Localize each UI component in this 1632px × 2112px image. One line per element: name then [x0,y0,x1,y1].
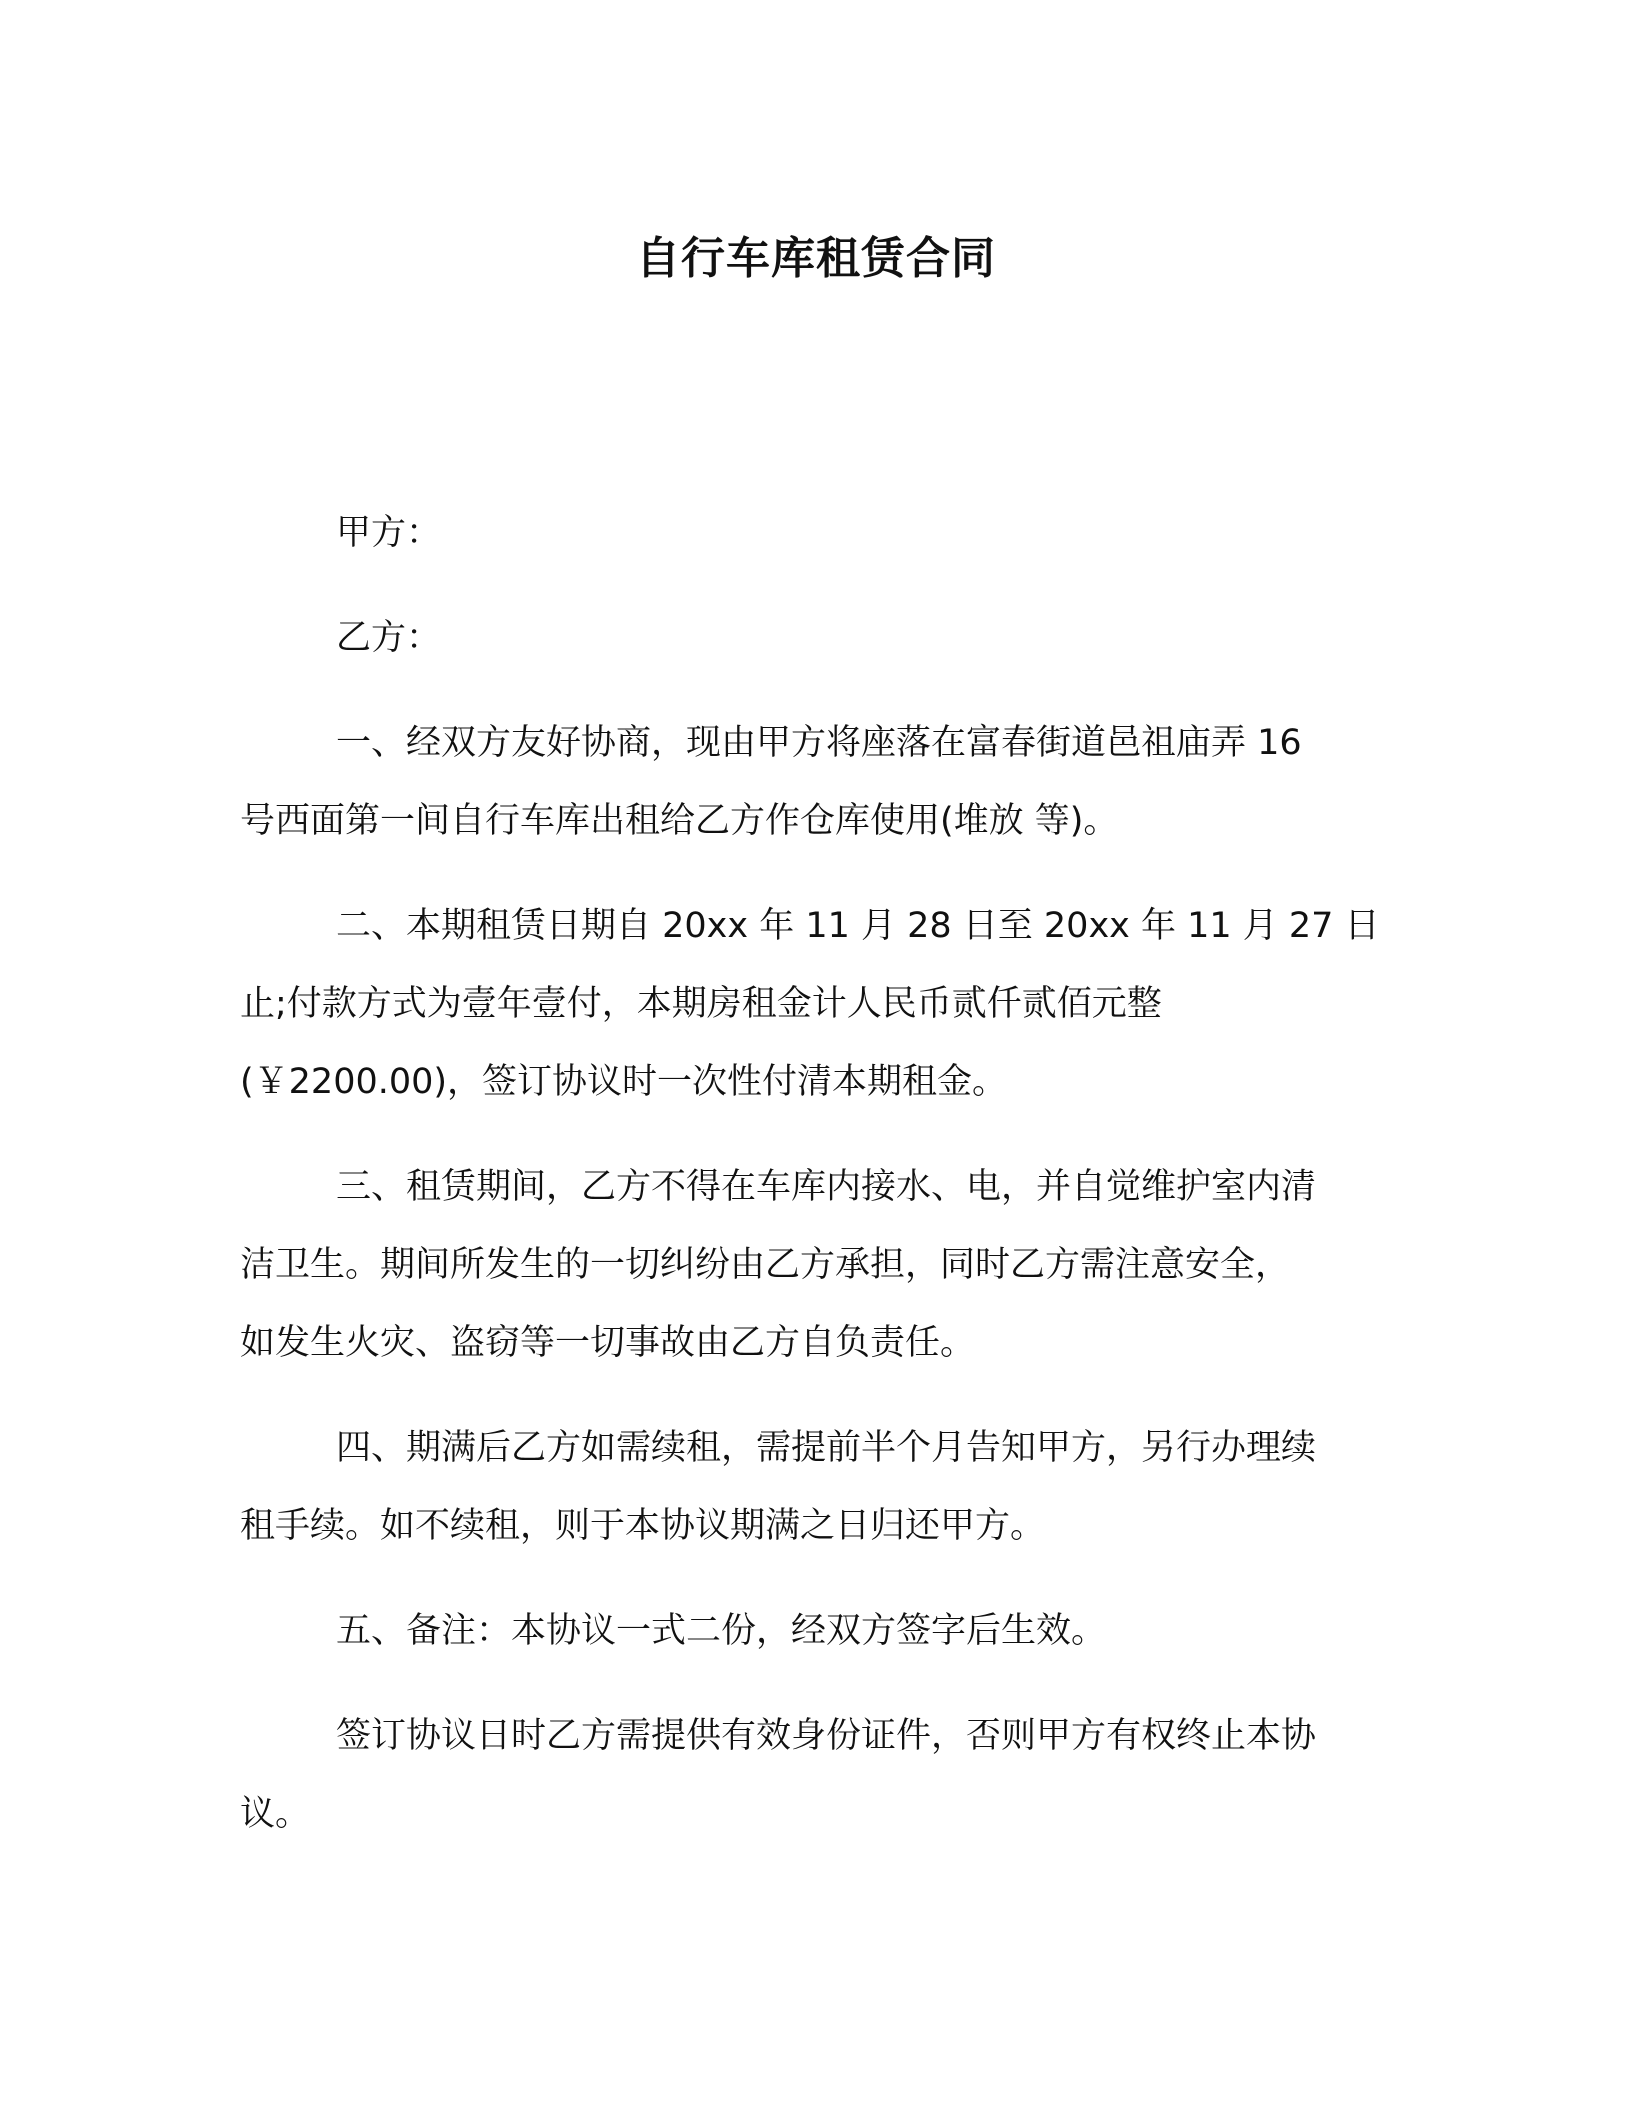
clause-line: 止;付款方式为壹年壹付，本期房租金计人民币贰仟贰佰元整 [240,984,1162,1024]
clause-1 [240,704,1380,860]
clause-line: 二、本期租赁日期自 20xx 年 11 月 28 日至 20xx 年 11 月 27 日 [336,906,1380,946]
clause-5 [240,1592,1380,1670]
clause-line: 一、经双方友好协商，现由甲方将座落在富春街道邑祖庙弄 16 [336,723,1302,763]
clause-line: 三、租赁期间，乙方不得在车库内接水、电，并自觉维护室内清 [336,1167,1317,1207]
document-title: 自行车库租赁合同 [636,233,996,284]
document-body [240,494,1380,1880]
clause-line: 议。 [240,1794,311,1834]
clause-3 [240,1148,1380,1382]
clause-6 [240,1697,1380,1853]
clause-line: 洁卫生。期间所发生的一切纠纷由乙方承担，同时乙方需注意安全， [240,1245,1291,1285]
clause-line: 四、期满后乙方如需续租，需提前半个月告知甲方，另行办理续 [336,1428,1317,1468]
clause-line: (￥2200.00)，签订协议时一次性付清本期租金。 [240,1062,1008,1102]
clause-4 [240,1409,1380,1565]
clause-line: 五、备注：本协议一式二份，经双方签字后生效。 [336,1611,1107,1651]
party-a-label: 甲方： [336,513,442,553]
clause-line: 租手续。如不续租，则于本协议期满之日归还甲方。 [240,1506,1046,1546]
clause-line: 签订协议日时乙方需提供有效身份证件，否则甲方有权终止本协 [336,1716,1317,1756]
party-b-label: 乙方： [336,618,442,658]
clause-line: 号西面第一间自行车库出租给乙方作仓库使用(堆放 等)。 [240,801,1119,841]
clause-line: 如发生火灾、盗窃等一切事故由乙方自负责任。 [240,1323,976,1363]
clause-2 [240,887,1380,1121]
